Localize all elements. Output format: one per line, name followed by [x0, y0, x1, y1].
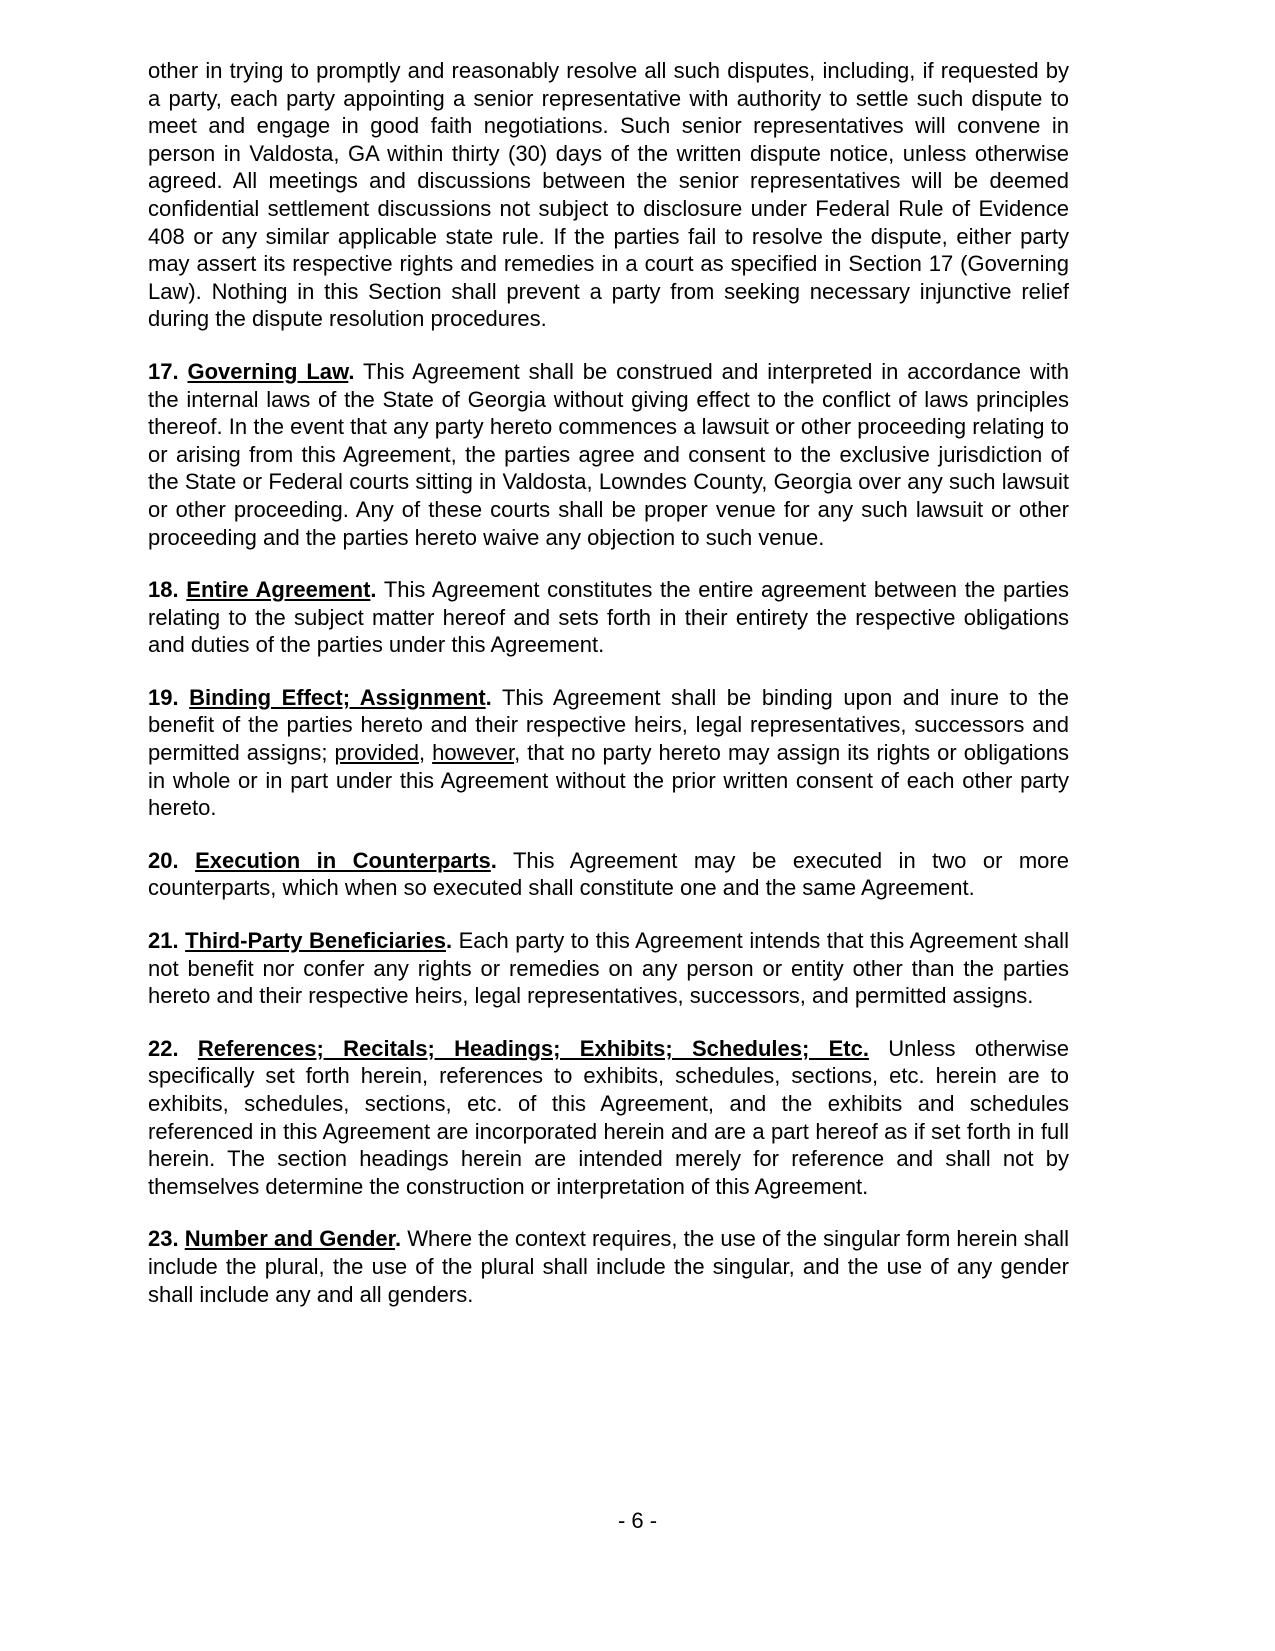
section-number: 17. — [148, 358, 179, 384]
body-run: , that no party hereto may assign its rights or obligations in whole or in part under this Agreement without the prior written consent of each other party hereto. — [148, 740, 1069, 821]
section-number: 23. — [148, 1226, 179, 1252]
section-19 — [148, 684, 1069, 822]
section-17 — [148, 358, 1069, 551]
section-title: Number and Gender — [184, 1226, 396, 1252]
section-number: 19. — [148, 684, 179, 710]
body-run: , — [418, 740, 433, 766]
section-title-period: . — [348, 358, 355, 384]
section-21 — [148, 927, 1069, 1010]
section-title: Execution in Counterparts — [195, 847, 491, 873]
body-run-underlined: however — [432, 740, 515, 766]
continuation-paragraph — [148, 57, 1069, 333]
section-18 — [148, 576, 1069, 659]
section-title: Governing Law — [187, 358, 349, 384]
section-number: 18. — [148, 577, 179, 603]
section-title: References; Recitals; Headings; Exhibits; Schedules; Etc. — [197, 1035, 869, 1061]
page-number: - 6 - — [617, 1508, 658, 1534]
body-run-underlined: provided — [334, 740, 419, 766]
section-number: 22. — [148, 1035, 179, 1061]
section-body: This Agreement constitutes the entire agreement between the parties relating to the subject matter hereof and sets forth in their entirety the respective obligations and duties of the parties under this Agreement. — [148, 577, 1069, 658]
section-title: Binding Effect; Assignment — [189, 684, 486, 710]
section-title-period: . — [445, 928, 453, 954]
section-23 — [148, 1225, 1069, 1308]
section-title-period: . — [485, 684, 492, 710]
section-20 — [148, 847, 1069, 902]
section-body: This Agreement shall be construed and interpreted in accordance with the internal laws of the State of Georgia without giving effect to the conflict of laws principles thereof. In the event that any party hereto commences a lawsuit or other proceeding relating to or arising from this Agreement, the parties agree and consent to the exclusive jurisdiction of the State or Federal courts sitting in Valdosta, Lowndes County, Georgia over any such lawsuit or other proceeding. Any of these courts shall be proper venue for any such lawsuit or other proceeding and the parties hereto waive any objection to such venue. — [148, 358, 1069, 550]
section-number: 21. — [148, 928, 179, 954]
section-title-period: . — [370, 577, 377, 603]
section-title: Entire Agreement — [186, 577, 371, 603]
section-body: Each party to this Agreement intends that this Agreement shall not benefit nor confer any rights or remedies on any person or entity other than the parties hereto and their respective heirs, legal representatives, successors, and permitted assigns. — [148, 928, 1069, 1009]
section-title-period: . — [395, 1226, 402, 1252]
section-body: Where the context requires, the use of the singular form herein shall include the plural, the use of the plural shall include the singular, and the use of any gender shall include any and all genders. — [148, 1226, 1069, 1307]
section-body: This Agreement may be executed in two or more counterparts, which when so executed shall constitute one and the same Agreement. — [148, 847, 1069, 901]
body-run: This Agreement shall be binding upon and inure to the benefit of the parties hereto and their respective heirs, legal representatives, successors and permitted assigns; — [148, 684, 1070, 766]
section-title: Third-Party Beneficiaries — [185, 928, 446, 954]
section-22 — [148, 1035, 1069, 1201]
section-number: 20. — [148, 847, 179, 873]
section-body: Unless otherwise specifically set forth herein, references to exhibits, schedules, sections, etc. herein are to exhibits, schedules, sections, etc. of this Agreement, and the exhibits and schedules referenced in this Agreement are incorporated herein and are a part hereof as if set forth in full herein. The section headings herein are intended merely for reference and shall not by themselves determine the construction or interpretation of this Agreement. — [148, 1035, 1069, 1199]
paragraph-text: other in trying to promptly and reasonably resolve all such disputes, including, if requested by a party, each party appointing a senior representative with authority to settle such dispute to meet and engage in good faith negotiations. Such senior representatives will convene in person in Valdosta, GA within thirty (30) days of the written dispute notice, unless otherwise agreed. All meetings and discussions between the senior representatives will be deemed confidential settlement discussions not subject to disclosure under Federal Rule of Evidence 408 or any similar applicable state rule. If the parties fail to resolve the dispute, either party may assert its respective rights and remedies in a court as specified in Section 17 (Governing Law). Nothing in this Section shall prevent a party from seeking necessary injunctive relief during the dispute resolution procedures. — [148, 58, 1069, 332]
section-title-period: . — [490, 847, 497, 873]
